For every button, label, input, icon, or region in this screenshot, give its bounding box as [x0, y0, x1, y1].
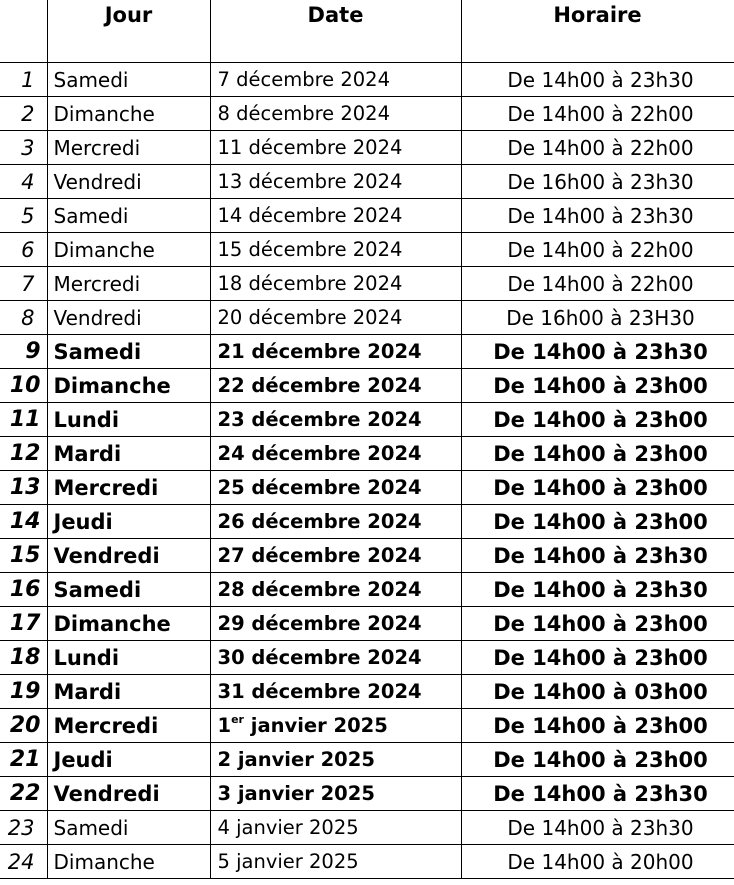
hours-cell: De 14h00 à 22h00 [461, 233, 734, 267]
header-number [0, 0, 47, 63]
table-row [0, 811, 734, 845]
table-row [0, 301, 734, 335]
date-cell: 31 décembre 2024 [210, 675, 461, 709]
hours-cell: De 14h00 à 23h00 [461, 607, 734, 641]
table-row [0, 97, 734, 131]
row-number: 12 [0, 437, 47, 471]
date-cell: 13 décembre 2024 [210, 165, 461, 199]
day-cell: Dimanche [47, 607, 210, 641]
hours-cell: De 16h00 à 23h30 [461, 165, 734, 199]
date-day: 1 [217, 714, 232, 737]
table-row [0, 369, 734, 403]
day-cell: Dimanche [47, 369, 210, 403]
row-number: 15 [0, 539, 47, 573]
hours-cell: De 16h00 à 23H30 [461, 301, 734, 335]
row-number: 2 [0, 97, 47, 131]
day-cell: Samedi [47, 573, 210, 607]
row-number: 23 [0, 811, 47, 845]
table-row [0, 641, 734, 675]
day-cell: Lundi [47, 641, 210, 675]
date-cell: 8 décembre 2024 [210, 97, 461, 131]
hours-cell: De 14h00 à 23h00 [461, 403, 734, 437]
table-row [0, 471, 734, 505]
day-cell: Samedi [47, 199, 210, 233]
row-number: 9 [0, 335, 47, 369]
table-row [0, 845, 734, 879]
table-row [0, 675, 734, 709]
row-number: 20 [0, 709, 47, 743]
header-row [0, 0, 734, 63]
table-row [0, 335, 734, 369]
hours-cell: De 14h00 à 23h00 [461, 709, 734, 743]
date-cell: 18 décembre 2024 [210, 267, 461, 301]
header-date: Date [210, 0, 461, 63]
day-cell: Vendredi [47, 777, 210, 811]
row-number: 10 [0, 369, 47, 403]
table-row [0, 199, 734, 233]
date-cell: 24 décembre 2024 [210, 437, 461, 471]
date-cell: 27 décembre 2024 [210, 539, 461, 573]
hours-cell: De 14h00 à 23h00 [461, 505, 734, 539]
hours-cell: De 14h00 à 23h00 [461, 369, 734, 403]
table-row [0, 743, 734, 777]
day-cell: Dimanche [47, 97, 210, 131]
hours-cell: De 14h00 à 23h30 [461, 573, 734, 607]
date-cell: 11 décembre 2024 [210, 131, 461, 165]
day-cell: Mercredi [47, 131, 210, 165]
day-cell: Vendredi [47, 539, 210, 573]
day-cell: Samedi [47, 335, 210, 369]
hours-cell: De 14h00 à 23h30 [461, 335, 734, 369]
hours-cell: De 14h00 à 23h30 [461, 539, 734, 573]
day-cell: Dimanche [47, 845, 210, 879]
row-number: 3 [0, 131, 47, 165]
hours-cell: De 14h00 à 03h00 [461, 675, 734, 709]
row-number: 18 [0, 641, 47, 675]
hours-cell: De 14h00 à 23h00 [461, 471, 734, 505]
date-cell [210, 709, 461, 743]
row-number: 7 [0, 267, 47, 301]
day-cell: Mercredi [47, 471, 210, 505]
day-cell: Mardi [47, 437, 210, 471]
date-cell: 28 décembre 2024 [210, 573, 461, 607]
date-cell: 4 janvier 2025 [210, 811, 461, 845]
day-cell: Mardi [47, 675, 210, 709]
row-number: 17 [0, 607, 47, 641]
row-number: 21 [0, 743, 47, 777]
date-cell: 20 décembre 2024 [210, 301, 461, 335]
table-row [0, 403, 734, 437]
row-number: 24 [0, 845, 47, 879]
header-hours: Horaire [461, 0, 734, 63]
date-cell: 22 décembre 2024 [210, 369, 461, 403]
hours-cell: De 14h00 à 23h30 [461, 63, 734, 97]
date-cell: 23 décembre 2024 [210, 403, 461, 437]
table-row [0, 63, 734, 97]
day-cell: Samedi [47, 63, 210, 97]
day-cell: Mercredi [47, 267, 210, 301]
day-cell: Samedi [47, 811, 210, 845]
date-cell: 26 décembre 2024 [210, 505, 461, 539]
hours-cell: De 14h00 à 23h00 [461, 437, 734, 471]
table-row [0, 267, 734, 301]
day-cell: Lundi [47, 403, 210, 437]
hours-cell: De 14h00 à 20h00 [461, 845, 734, 879]
row-number: 6 [0, 233, 47, 267]
row-number: 4 [0, 165, 47, 199]
row-number: 14 [0, 505, 47, 539]
day-cell: Vendredi [47, 165, 210, 199]
date-cell: 15 décembre 2024 [210, 233, 461, 267]
table-row [0, 709, 734, 743]
table-row [0, 131, 734, 165]
hours-cell: De 14h00 à 22h00 [461, 131, 734, 165]
date-cell: 29 décembre 2024 [210, 607, 461, 641]
hours-cell: De 14h00 à 23h30 [461, 811, 734, 845]
day-cell: Mercredi [47, 709, 210, 743]
date-cell: 25 décembre 2024 [210, 471, 461, 505]
row-number: 22 [0, 777, 47, 811]
row-number: 1 [0, 63, 47, 97]
table-row [0, 437, 734, 471]
hours-cell: De 14h00 à 23h30 [461, 777, 734, 811]
row-number: 19 [0, 675, 47, 709]
date-cell: 7 décembre 2024 [210, 63, 461, 97]
date-cell: 2 janvier 2025 [210, 743, 461, 777]
hours-cell: De 14h00 à 23h30 [461, 199, 734, 233]
hours-cell: De 14h00 à 22h00 [461, 97, 734, 131]
table-row [0, 233, 734, 267]
date-cell: 21 décembre 2024 [210, 335, 461, 369]
table-row [0, 505, 734, 539]
date-ordinal: er [231, 713, 244, 726]
row-number: 13 [0, 471, 47, 505]
day-cell: Vendredi [47, 301, 210, 335]
date-cell: 5 janvier 2025 [210, 845, 461, 879]
table-row [0, 607, 734, 641]
row-number: 16 [0, 573, 47, 607]
row-number: 8 [0, 301, 47, 335]
day-cell: Jeudi [47, 743, 210, 777]
date-rest: janvier 2025 [243, 714, 388, 737]
day-cell: Jeudi [47, 505, 210, 539]
hours-cell: De 14h00 à 23h00 [461, 641, 734, 675]
table-row [0, 165, 734, 199]
date-cell: 30 décembre 2024 [210, 641, 461, 675]
header-day: Jour [47, 0, 210, 63]
hours-cell: De 14h00 à 23h00 [461, 743, 734, 777]
table-row [0, 539, 734, 573]
table-row [0, 573, 734, 607]
date-cell: 14 décembre 2024 [210, 199, 461, 233]
day-cell: Dimanche [47, 233, 210, 267]
table-row [0, 777, 734, 811]
row-number: 5 [0, 199, 47, 233]
hours-cell: De 14h00 à 22h00 [461, 267, 734, 301]
date-cell: 3 janvier 2025 [210, 777, 461, 811]
row-number: 11 [0, 403, 47, 437]
